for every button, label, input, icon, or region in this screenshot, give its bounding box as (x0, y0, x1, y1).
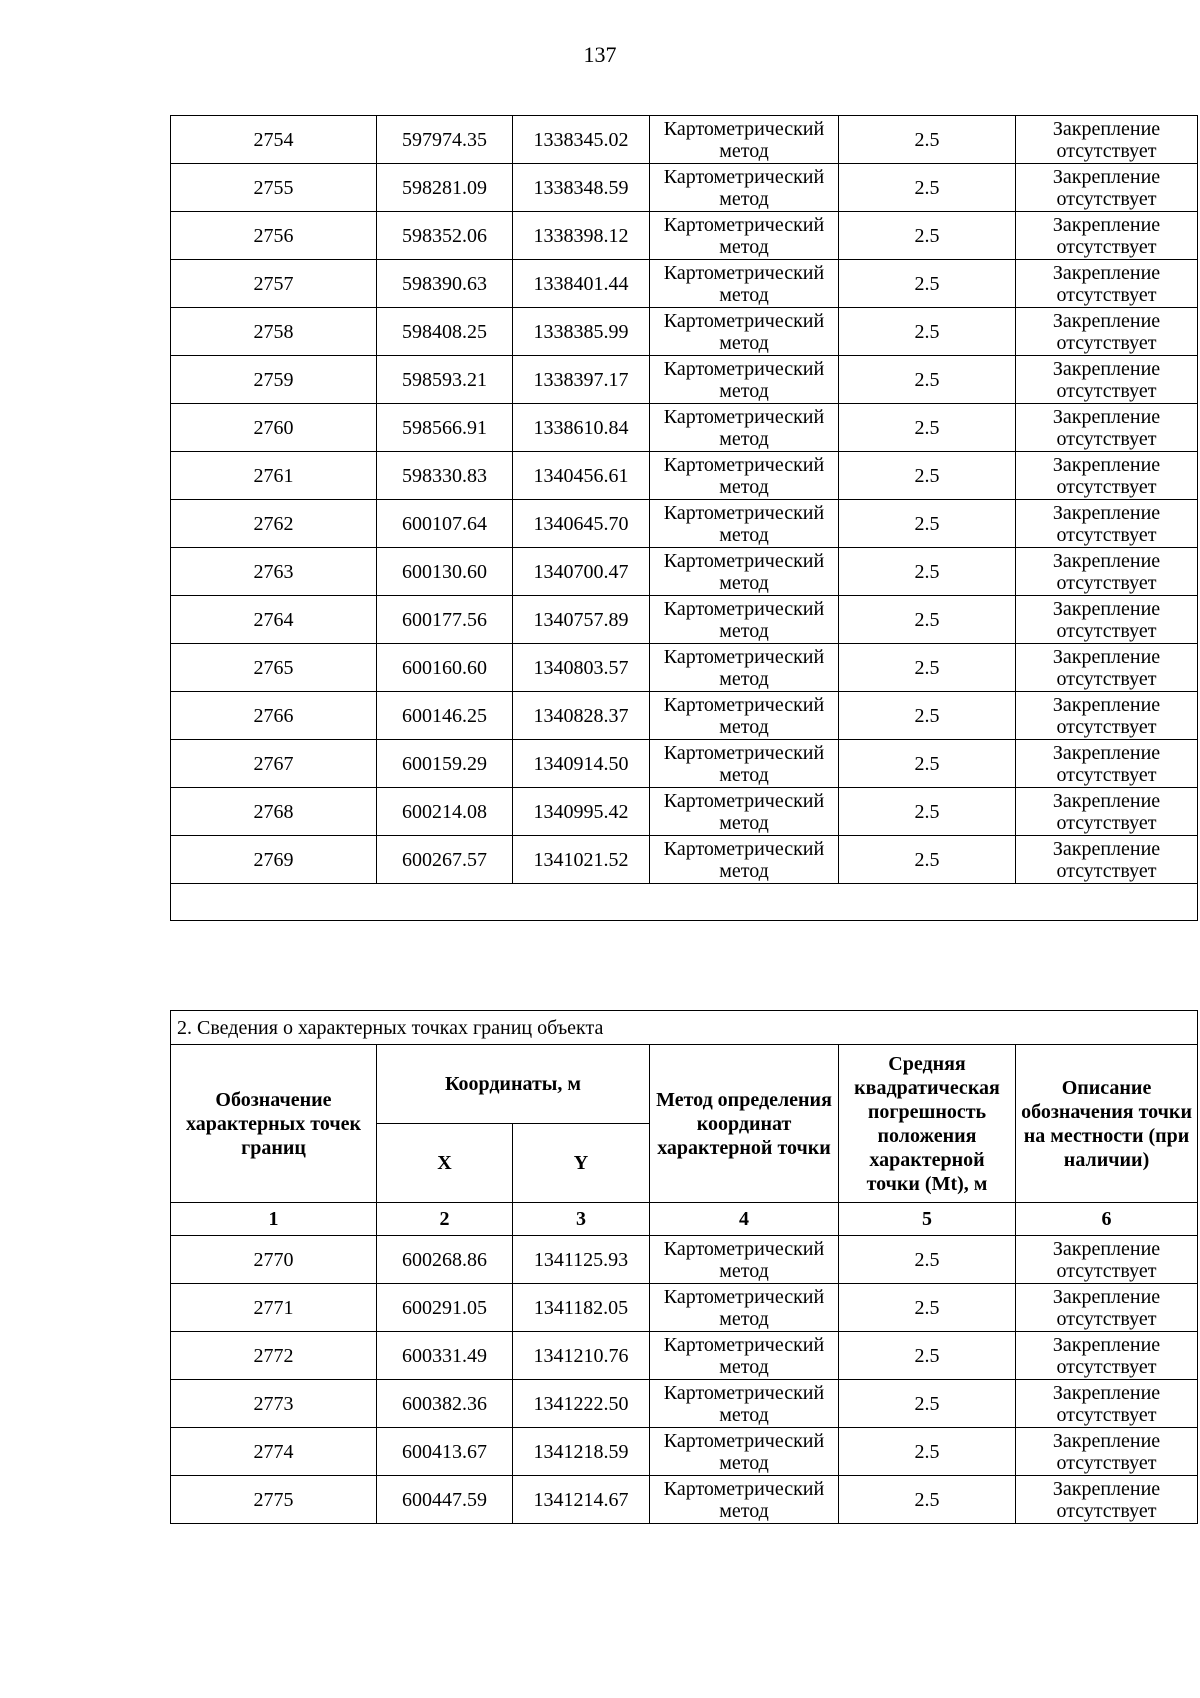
coord-y-cell: 1341125.93 (513, 1236, 650, 1284)
coord-x-cell: 598566.91 (377, 404, 513, 452)
coord-y-cell: 1341210.76 (513, 1332, 650, 1380)
description-cell: Закрепление отсутствует (1016, 740, 1198, 788)
point-id-cell: 2766 (171, 692, 377, 740)
mt-cell: 2.5 (839, 356, 1016, 404)
coord-x-cell: 600160.60 (377, 644, 513, 692)
mt-cell: 2.5 (839, 452, 1016, 500)
method-cell: Картометрический метод (650, 308, 839, 356)
coord-y-cell: 1338401.44 (513, 260, 650, 308)
method-cell: Картометрический метод (650, 596, 839, 644)
header-description: Описание обозначения точки на местности (при наличии) (1016, 1045, 1198, 1203)
table-row (171, 308, 1198, 356)
column-number: 4 (650, 1203, 839, 1236)
description-cell: Закрепление отсутствует (1016, 212, 1198, 260)
mt-cell: 2.5 (839, 548, 1016, 596)
table-row (171, 356, 1198, 404)
point-id-cell: 2764 (171, 596, 377, 644)
mt-cell: 2.5 (839, 308, 1016, 356)
point-id-cell: 2755 (171, 164, 377, 212)
table-caption: 2. Сведения о характерных точках границ объекта (171, 1011, 1198, 1045)
coord-y-cell: 1338610.84 (513, 404, 650, 452)
table-row (171, 1284, 1198, 1332)
coord-x-cell: 598408.25 (377, 308, 513, 356)
mt-cell: 2.5 (839, 500, 1016, 548)
table-row (171, 500, 1198, 548)
mt-cell: 2.5 (839, 164, 1016, 212)
method-cell: Картометрический метод (650, 1476, 839, 1524)
coord-x-cell: 600331.49 (377, 1332, 513, 1380)
table-row (171, 644, 1198, 692)
point-id-cell: 2775 (171, 1476, 377, 1524)
point-id-cell: 2768 (171, 788, 377, 836)
method-cell: Картометрический метод (650, 500, 839, 548)
coord-y-cell: 1338398.12 (513, 212, 650, 260)
column-number: 2 (377, 1203, 513, 1236)
description-cell: Закрепление отсутствует (1016, 500, 1198, 548)
mt-cell: 2.5 (839, 260, 1016, 308)
header-x: X (377, 1124, 513, 1203)
header-method: Метод определения координат характерной точки (650, 1045, 839, 1203)
coord-y-cell: 1340995.42 (513, 788, 650, 836)
coord-x-cell: 598593.21 (377, 356, 513, 404)
description-cell: Закрепление отсутствует (1016, 116, 1198, 164)
coord-x-cell: 600130.60 (377, 548, 513, 596)
page-number: 137 (583, 42, 617, 67)
header-point-id: Обозначение характерных точек границ (171, 1045, 377, 1203)
coord-y-cell: 1340456.61 (513, 452, 650, 500)
coord-x-cell: 600267.57 (377, 836, 513, 884)
coord-x-cell: 600447.59 (377, 1476, 513, 1524)
mt-cell: 2.5 (839, 788, 1016, 836)
description-cell: Закрепление отсутствует (1016, 596, 1198, 644)
table-row (171, 212, 1198, 260)
empty-cell (171, 884, 1198, 921)
mt-cell: 2.5 (839, 836, 1016, 884)
description-cell: Закрепление отсутствует (1016, 308, 1198, 356)
description-cell: Закрепление отсутствует (1016, 836, 1198, 884)
method-cell: Картометрический метод (650, 1380, 839, 1428)
mt-cell: 2.5 (839, 596, 1016, 644)
point-id-cell: 2772 (171, 1332, 377, 1380)
description-cell: Закрепление отсутствует (1016, 788, 1198, 836)
description-cell: Закрепление отсутствует (1016, 164, 1198, 212)
coord-x-cell: 600268.86 (377, 1236, 513, 1284)
coord-y-cell: 1340828.37 (513, 692, 650, 740)
coord-y-cell: 1340803.57 (513, 644, 650, 692)
coord-x-cell: 597974.35 (377, 116, 513, 164)
table-row (171, 116, 1198, 164)
table-row (171, 788, 1198, 836)
method-cell: Картометрический метод (650, 1236, 839, 1284)
coord-y-cell: 1340757.89 (513, 596, 650, 644)
empty-row (171, 884, 1198, 921)
coord-y-cell: 1341021.52 (513, 836, 650, 884)
coord-x-cell: 600214.08 (377, 788, 513, 836)
coord-y-cell: 1341222.50 (513, 1380, 650, 1428)
point-id-cell: 2757 (171, 260, 377, 308)
method-cell: Картометрический метод (650, 356, 839, 404)
table-row (171, 836, 1198, 884)
mt-cell: 2.5 (839, 740, 1016, 788)
description-cell: Закрепление отсутствует (1016, 1476, 1198, 1524)
description-cell: Закрепление отсутствует (1016, 548, 1198, 596)
column-number: 6 (1016, 1203, 1198, 1236)
description-cell: Закрепление отсутствует (1016, 404, 1198, 452)
header-coordinates: Координаты, м (377, 1045, 650, 1124)
method-cell: Картометрический метод (650, 836, 839, 884)
header-mt: Средняя квадратическая погрешность положения характерной точки (Mt), м (839, 1045, 1016, 1203)
table2-body (171, 1236, 1198, 1524)
mt-cell: 2.5 (839, 1332, 1016, 1380)
table-row (171, 1476, 1198, 1524)
mt-cell: 2.5 (839, 644, 1016, 692)
point-id-cell: 2769 (171, 836, 377, 884)
boundary-points-table-continued (170, 115, 1198, 921)
coord-x-cell: 598390.63 (377, 260, 513, 308)
method-cell: Картометрический метод (650, 740, 839, 788)
method-cell: Картометрический метод (650, 788, 839, 836)
mt-cell: 2.5 (839, 1284, 1016, 1332)
coord-y-cell: 1340700.47 (513, 548, 650, 596)
table-row (171, 1428, 1198, 1476)
description-cell: Закрепление отсутствует (1016, 1380, 1198, 1428)
point-id-cell: 2761 (171, 452, 377, 500)
header-y: Y (513, 1124, 650, 1203)
method-cell: Картометрический метод (650, 452, 839, 500)
method-cell: Картометрический метод (650, 116, 839, 164)
coord-y-cell: 1341182.05 (513, 1284, 650, 1332)
table-row (171, 1332, 1198, 1380)
column-number: 3 (513, 1203, 650, 1236)
description-cell: Закрепление отсутствует (1016, 452, 1198, 500)
method-cell: Картометрический метод (650, 1428, 839, 1476)
coord-y-cell: 1338345.02 (513, 116, 650, 164)
mt-cell: 2.5 (839, 1428, 1016, 1476)
coord-y-cell: 1338385.99 (513, 308, 650, 356)
method-cell: Картометрический метод (650, 404, 839, 452)
method-cell: Картометрический метод (650, 1332, 839, 1380)
point-id-cell: 2754 (171, 116, 377, 164)
point-id-cell: 2758 (171, 308, 377, 356)
point-id-cell: 2774 (171, 1428, 377, 1476)
table-row (171, 692, 1198, 740)
coord-y-cell: 1338348.59 (513, 164, 650, 212)
column-number: 1 (171, 1203, 377, 1236)
table-row (171, 1236, 1198, 1284)
point-id-cell: 2765 (171, 644, 377, 692)
table-row (171, 740, 1198, 788)
mt-cell: 2.5 (839, 1236, 1016, 1284)
description-cell: Закрепление отсутствует (1016, 644, 1198, 692)
method-cell: Картометрический метод (650, 644, 839, 692)
mt-cell: 2.5 (839, 404, 1016, 452)
coord-x-cell: 600413.67 (377, 1428, 513, 1476)
coord-x-cell: 598281.09 (377, 164, 513, 212)
table-row (171, 452, 1198, 500)
method-cell: Картометрический метод (650, 212, 839, 260)
coord-y-cell: 1340914.50 (513, 740, 650, 788)
coord-y-cell: 1341214.67 (513, 1476, 650, 1524)
table-row (171, 548, 1198, 596)
coord-y-cell: 1338397.17 (513, 356, 650, 404)
coord-x-cell: 600159.29 (377, 740, 513, 788)
mt-cell: 2.5 (839, 212, 1016, 260)
coord-x-cell: 600291.05 (377, 1284, 513, 1332)
point-id-cell: 2756 (171, 212, 377, 260)
mt-cell: 2.5 (839, 1380, 1016, 1428)
method-cell: Картометрический метод (650, 548, 839, 596)
point-id-cell: 2770 (171, 1236, 377, 1284)
point-id-cell: 2759 (171, 356, 377, 404)
boundary-points-table (170, 1010, 1198, 1524)
coord-x-cell: 598330.83 (377, 452, 513, 500)
description-cell: Закрепление отсутствует (1016, 260, 1198, 308)
table-row (171, 596, 1198, 644)
mt-cell: 2.5 (839, 116, 1016, 164)
point-id-cell: 2773 (171, 1380, 377, 1428)
method-cell: Картометрический метод (650, 164, 839, 212)
mt-cell: 2.5 (839, 1476, 1016, 1524)
description-cell: Закрепление отсутствует (1016, 356, 1198, 404)
coord-x-cell: 598352.06 (377, 212, 513, 260)
description-cell: Закрепление отсутствует (1016, 1284, 1198, 1332)
table1-body (171, 116, 1198, 921)
description-cell: Закрепление отсутствует (1016, 1332, 1198, 1380)
description-cell: Закрепление отсутствует (1016, 1428, 1198, 1476)
mt-cell: 2.5 (839, 692, 1016, 740)
point-id-cell: 2762 (171, 500, 377, 548)
description-cell: Закрепление отсутствует (1016, 1236, 1198, 1284)
method-cell: Картометрический метод (650, 692, 839, 740)
coord-x-cell: 600146.25 (377, 692, 513, 740)
table-row (171, 404, 1198, 452)
table-row (171, 1380, 1198, 1428)
description-cell: Закрепление отсутствует (1016, 692, 1198, 740)
point-id-cell: 2771 (171, 1284, 377, 1332)
coord-x-cell: 600177.56 (377, 596, 513, 644)
point-id-cell: 2767 (171, 740, 377, 788)
table-row (171, 164, 1198, 212)
method-cell: Картометрический метод (650, 260, 839, 308)
coord-y-cell: 1340645.70 (513, 500, 650, 548)
table-row (171, 260, 1198, 308)
method-cell: Картометрический метод (650, 1284, 839, 1332)
coord-y-cell: 1341218.59 (513, 1428, 650, 1476)
point-id-cell: 2763 (171, 548, 377, 596)
column-number: 5 (839, 1203, 1016, 1236)
coord-x-cell: 600107.64 (377, 500, 513, 548)
point-id-cell: 2760 (171, 404, 377, 452)
coord-x-cell: 600382.36 (377, 1380, 513, 1428)
